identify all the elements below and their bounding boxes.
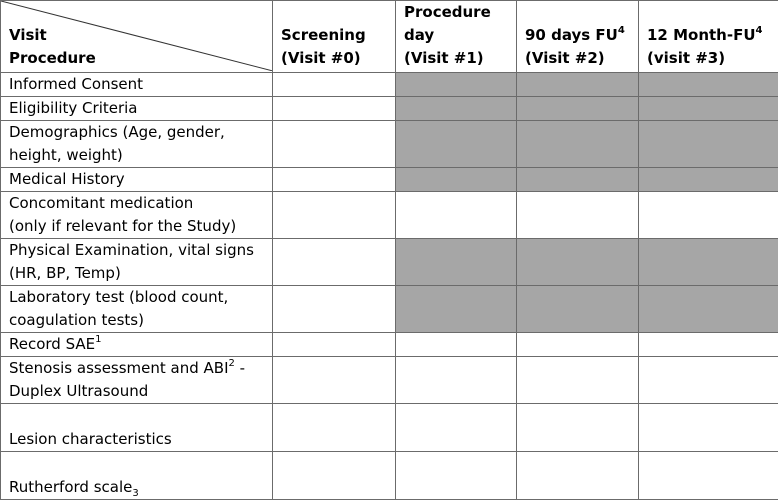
- empty-cell: [273, 239, 396, 286]
- shaded-cell: [517, 97, 639, 121]
- empty-cell: [639, 452, 778, 500]
- empty-cell: [639, 192, 778, 239]
- procedure-label: Record SAE$^1$: [1, 333, 273, 357]
- empty-cell: [639, 333, 778, 357]
- shaded-cell: [396, 239, 517, 286]
- empty-cell: [396, 452, 517, 500]
- procedure-label: Stenosis assessment and ABI$^2$ - Duplex Ultrasound: [1, 357, 273, 404]
- table-row: [1, 452, 778, 500]
- empty-cell: [517, 192, 639, 239]
- empty-cell: [396, 333, 517, 357]
- shaded-cell: [517, 73, 639, 97]
- table-row: [1, 192, 778, 239]
- shaded-cell: [639, 121, 778, 168]
- empty-cell: [639, 404, 778, 452]
- shaded-cell: [639, 286, 778, 333]
- empty-cell: [273, 192, 396, 239]
- shaded-cell: [396, 73, 517, 97]
- empty-cell: [517, 404, 639, 452]
- empty-cell: [273, 404, 396, 452]
- corner-header-cell: [1, 1, 273, 73]
- shaded-cell: [517, 168, 639, 192]
- shaded-cell: [396, 286, 517, 333]
- table-row: [1, 73, 778, 97]
- shaded-cell: [396, 168, 517, 192]
- shaded-cell: [517, 121, 639, 168]
- table-row: [1, 404, 778, 452]
- shaded-cell: [396, 97, 517, 121]
- table-row: [1, 239, 778, 286]
- empty-cell: [517, 452, 639, 500]
- shaded-cell: [639, 73, 778, 97]
- header-90-days-fu: 90 days $FU^4$ (Visit #2): [517, 1, 639, 73]
- table-row: [1, 357, 778, 404]
- procedure-label: Demographics (Age, gender, height, weight): [1, 121, 273, 168]
- shaded-cell: [639, 239, 778, 286]
- corner-visit-label: Visit: [9, 26, 47, 44]
- header-screening: Screening (Visit #0): [273, 1, 396, 73]
- procedure-label: Eligibility Criteria: [1, 97, 273, 121]
- shaded-cell: [639, 168, 778, 192]
- empty-cell: [273, 286, 396, 333]
- shaded-cell: [639, 97, 778, 121]
- shaded-cell: [396, 121, 517, 168]
- header-12-month-fu: 12 Month-$FU^4$ (visit #3): [639, 1, 778, 73]
- table-row: [1, 333, 778, 357]
- procedure-label: Rutherford scale$_3$: [1, 452, 273, 500]
- empty-cell: [273, 121, 396, 168]
- corner-procedure-label: Procedure: [9, 49, 96, 67]
- empty-cell: [273, 97, 396, 121]
- empty-cell: [273, 73, 396, 97]
- empty-cell: [396, 192, 517, 239]
- procedure-label: Lesion characteristics: [1, 404, 273, 452]
- header-procedure-day: Procedure day (Visit #1): [396, 1, 517, 73]
- procedure-label: Informed Consent: [1, 73, 273, 97]
- table-row: [1, 121, 778, 168]
- empty-cell: [273, 168, 396, 192]
- empty-cell: [517, 357, 639, 404]
- shaded-cell: [517, 286, 639, 333]
- header-row: [1, 1, 778, 73]
- procedure-label: Medical History: [1, 168, 273, 192]
- empty-cell: [517, 333, 639, 357]
- procedure-label: Physical Examination, vital signs (HR, BP, Temp): [1, 239, 273, 286]
- table-row: [1, 286, 778, 333]
- table-row: [1, 97, 778, 121]
- empty-cell: [396, 357, 517, 404]
- shaded-cell: [517, 239, 639, 286]
- procedure-label: Concomitant medication (only if relevant for the Study): [1, 192, 273, 239]
- empty-cell: [273, 357, 396, 404]
- empty-cell: [273, 333, 396, 357]
- empty-cell: [396, 404, 517, 452]
- empty-cell: [639, 357, 778, 404]
- table-row: [1, 168, 778, 192]
- empty-cell: [273, 452, 396, 500]
- procedure-label: Laboratory test (blood count, coagulation tests): [1, 286, 273, 333]
